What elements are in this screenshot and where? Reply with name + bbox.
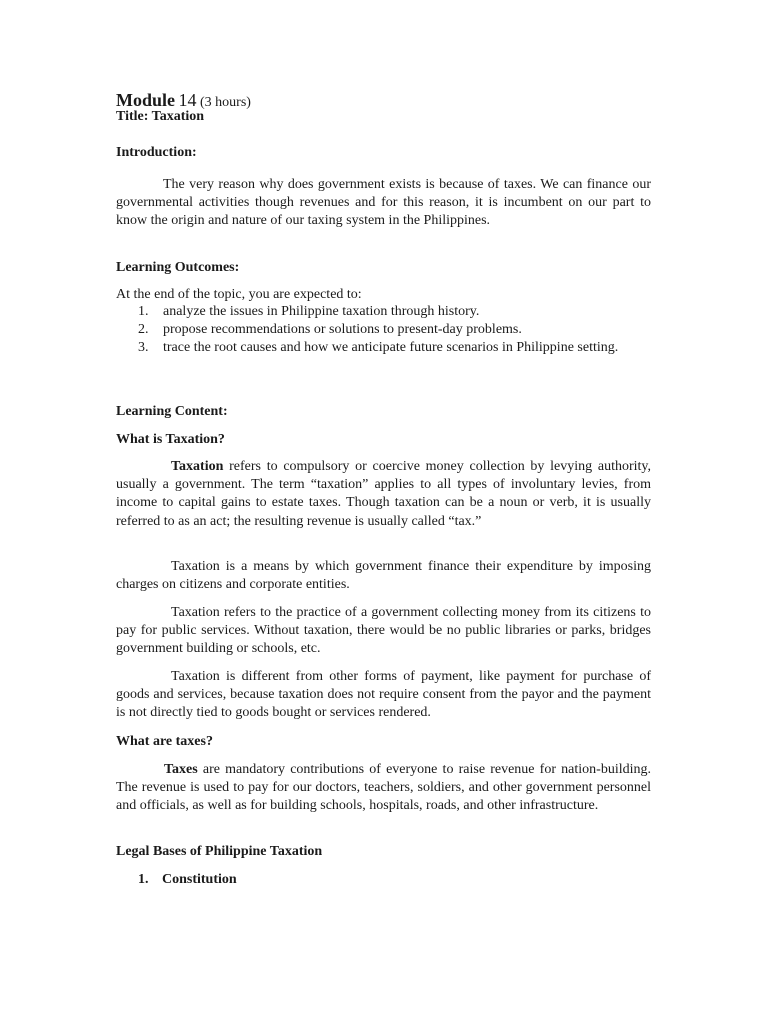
- learning-outcomes-heading: Learning Outcomes:: [116, 260, 240, 275]
- module-number: 14: [178, 90, 197, 110]
- module-hours: (3 hours): [200, 95, 251, 110]
- outcome-number: 3.: [138, 340, 149, 356]
- outcome-number: 2.: [138, 322, 149, 338]
- introduction-heading: Introduction:: [116, 145, 197, 160]
- outcome-item: [116, 339, 651, 357]
- outcome-number: 1.: [138, 304, 149, 319]
- taxation-paragraph-4: Taxation is different from other forms of payment, like payment for purchase of goods and services, because taxation does not require consent from the payor and the payment is not directly tied to goods bought or services rendered.: [116, 669, 651, 721]
- taxation-paragraph-3: Taxation refers to the practice of a government collecting money from its citizens to pay for public services. Without taxation, there would be no public libraries or parks, bridges government building or schools, etc.: [116, 605, 651, 657]
- taxation-term: Taxation: [171, 459, 224, 474]
- outcome-text: propose recommendations or solutions to present-day problems.: [163, 322, 522, 338]
- legal-bases-item: [116, 871, 651, 889]
- outcome-item: [116, 321, 651, 339]
- legal-bases-text: Constitution: [162, 872, 237, 887]
- module-word: Module: [116, 90, 176, 110]
- outcome-item: [116, 303, 651, 321]
- outcome-text: trace the root causes and how we anticipate future scenarios in Philippine setting.: [163, 340, 619, 356]
- outcomes-list: [116, 303, 651, 358]
- legal-bases-number: 1.: [138, 872, 149, 887]
- taxation-definition-paragraph: [116, 458, 651, 531]
- what-is-taxation-heading: What is Taxation?: [116, 432, 225, 447]
- taxation-paragraph-2: Taxation is a means by which government finance their expenditure by imposing charges on citizens and corporate entities.: [116, 559, 651, 593]
- legal-bases-heading: Legal Bases of Philippine Taxation: [116, 844, 323, 859]
- introduction-paragraph: The very reason why does government exists is because of taxes. We can finance our governmental activities though revenues and for this reason, it is incumbent on our part to know the origin and nature of our taxing system in the Philippines.: [116, 177, 651, 229]
- taxes-definition-text: are mandatory contributions of everyone to raise revenue for nation-building. The revenue is used to pay for our doctors, teachers, soldiers, and other government personnel and officials, as well as for building schools, hospitals, roads, and other infrastructure.: [116, 762, 651, 814]
- outcomes-lead: At the end of the topic, you are expected to:: [116, 287, 362, 302]
- module-title: Title: Taxation: [116, 109, 205, 124]
- what-are-taxes-heading: What are taxes?: [116, 734, 213, 749]
- taxation-definition-text: refers to compulsory or coercive money collection by levying authority, usually a government. The term “taxation” applies to all types of involuntary levies, from income to capital gains to estate taxes. Though taxation can be a noun or verb, it is usually referred to as an act; the resulting revenue is usually called “tax.”: [116, 459, 651, 529]
- taxes-definition-paragraph: [116, 761, 651, 816]
- outcome-text: analyze the issues in Philippine taxation through history.: [163, 304, 480, 319]
- learning-content-heading: Learning Content:: [116, 404, 228, 419]
- taxes-term: Taxes: [164, 762, 198, 777]
